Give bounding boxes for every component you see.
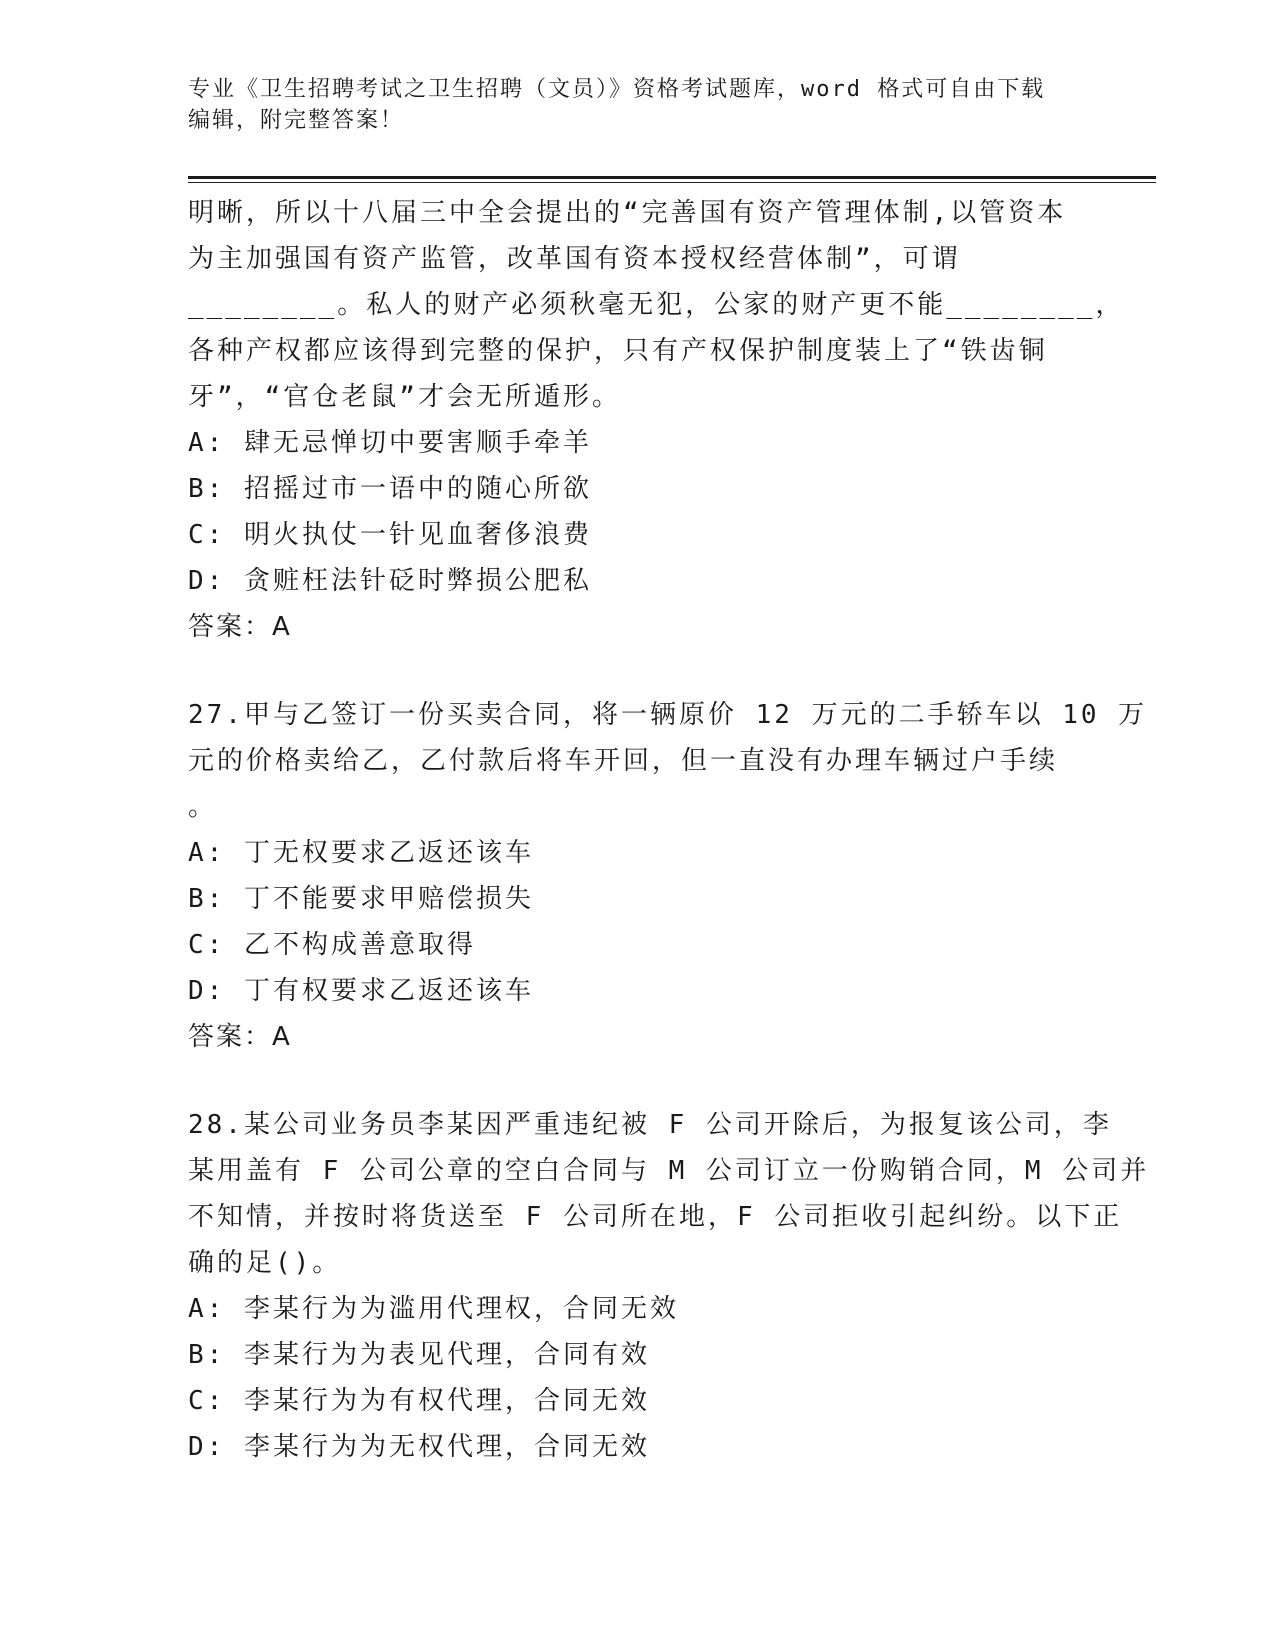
question-content: [188, 190, 1150, 1470]
option-d: D: 丁有权要求乙返还该车: [188, 976, 534, 1006]
question-stem-line: 确的足()。: [188, 1248, 342, 1278]
question-stem-line: 各种产权都应该得到完整的保护，只有产权保护制度装上了“铁齿铜: [188, 336, 1048, 366]
question-stem-line: 。: [188, 792, 218, 822]
document-header: [188, 74, 1078, 136]
option-d: D: 李某行为为无权代理，合同无效: [188, 1432, 650, 1462]
question-stem-line: 28.某公司业务员李某因严重违纪被 F 公司开除后，为报复该公司，李: [188, 1110, 1112, 1140]
question-stem-line: 不知情，并按时将货送至 F 公司所在地，F 公司拒收引起纠纷。以下正: [188, 1202, 1123, 1232]
option-b: B: 丁不能要求甲赔偿损失: [188, 884, 534, 914]
option-a: A: 丁无权要求乙返还该车: [188, 838, 534, 868]
question-stem-line: 为主加强国有资产监管，改革国有资本授权经营体制”，可谓: [188, 244, 961, 274]
option-d: D: 贪赃枉法针砭时弊损公肥私: [188, 566, 592, 596]
question-spacer: [188, 1060, 1088, 1102]
question-stem-line: 元的价格卖给乙，乙付款后将车开回，但一直没有办理车辆过户手续: [188, 746, 1059, 776]
header-line-2: 编辑，附完整答案！: [188, 108, 405, 133]
option-b: B: 李某行为为表见代理，合同有效: [188, 1340, 650, 1370]
header-line-1: 专业《卫生招聘考试之卫生招聘（文员）》资格考试题库，word 格式可自由下载: [188, 77, 1046, 102]
option-c: C: 李某行为为有权代理，合同无效: [188, 1386, 650, 1416]
header-rule-thin: [188, 182, 1156, 183]
answer-line: 答案：A: [188, 1022, 292, 1052]
question-28: [188, 1102, 1150, 1470]
answer-line: 答案：A: [188, 612, 292, 642]
option-c: C: 明火执仗一针见血奢侈浪费: [188, 520, 592, 550]
question-stem-line: 27.甲与乙签订一份买卖合同，将一辆原价 12 万元的二手轿车以 10 万: [188, 700, 1148, 730]
question-stem-line: ________。私人的财产必须秋毫无犯，公家的财产更不能________，: [188, 290, 1125, 320]
question-stem-line: 牙”，“官仓老鼠”才会无所遁形。: [188, 382, 621, 412]
question-26: [188, 190, 1125, 650]
header-rule-thick: [188, 176, 1156, 179]
option-c: C: 乙不构成善意取得: [188, 930, 476, 960]
option-b: B: 招摇过市一语中的随心所欲: [188, 474, 592, 504]
option-a: A: 李某行为为滥用代理权，合同无效: [188, 1294, 679, 1324]
question-stem-line: 某用盖有 F 公司公章的空白合同与 M 公司订立一份购销合同，M 公司并: [188, 1156, 1150, 1186]
option-a: A: 肆无忌惮切中要害顺手牵羊: [188, 428, 592, 458]
question-spacer: [188, 650, 1088, 692]
question-27: [188, 692, 1148, 1060]
question-stem-line: 明晰，所以十八届三中全会提出的“完善国有资产管理体制,以管资本: [188, 198, 1067, 228]
